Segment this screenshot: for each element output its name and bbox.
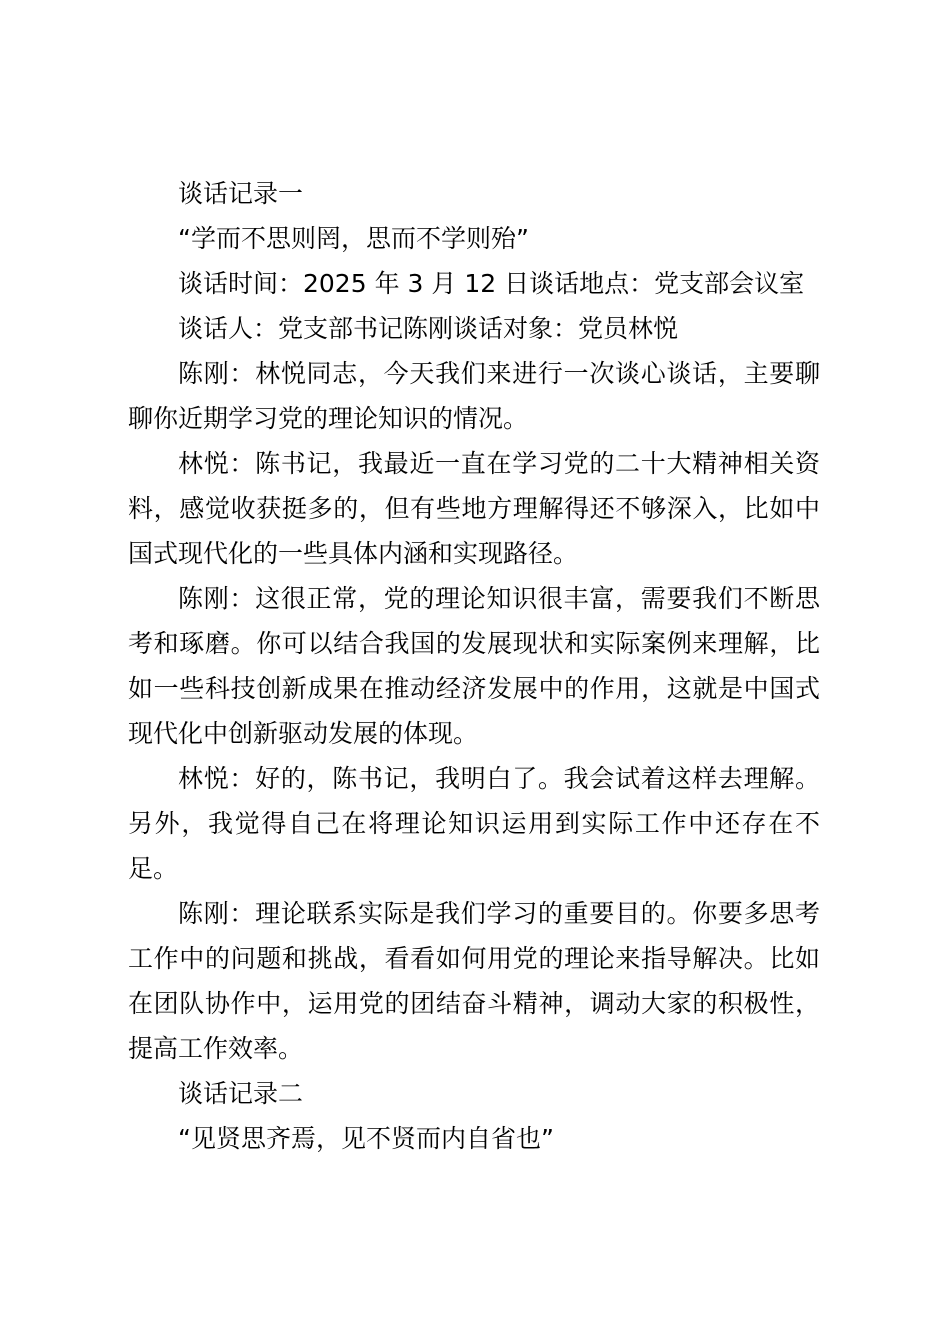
meeting-participants: 谈话人：党支部书记陈刚谈话对象：党员林悦 — [178, 314, 679, 343]
section-heading-1: 谈话记录一 — [178, 179, 304, 208]
dialogue-paragraph-4: 林悦：好的，陈书记，我明白了。我会试着这样去理解。另外，我觉得自己在将理论知识运用到实际工作中还存在不足。 — [128, 764, 820, 883]
dialogue-paragraph-1: 陈刚：林悦同志，今天我们来进行一次谈心谈话，主要聊聊你近期学习党的理论知识的情况。 — [128, 359, 820, 433]
document-body — [128, 171, 820, 1161]
dialogue-paragraph-2: 林悦：陈书记，我最近一直在学习党的二十大精神相关资料，感觉收获挺多的，但有些地方理解得还不够深入，比如中国式现代化的一些具体内涵和实现路径。 — [128, 449, 820, 568]
section-quote-1: “学而不思则罔，思而不学则殆” — [178, 224, 529, 253]
section-quote-2: “见贤思齐焉，见不贤而内自省也” — [178, 1124, 554, 1153]
meeting-time-place: 谈话时间：2025 年 3 月 12 日谈话地点：党支部会议室 — [178, 269, 805, 298]
dialogue-paragraph-3: 陈刚：这很正常，党的理论知识很丰富，需要我们不断思考和琢磨。你可以结合我国的发展现状和实际案例来理解，比如一些科技创新成果在推动经济发展中的作用，这就是中国式现代化中创新驱动发展的体现。 — [128, 584, 820, 748]
section-heading-2: 谈话记录二 — [178, 1079, 304, 1108]
dialogue-paragraph-5: 陈刚：理论联系实际是我们学习的重要目的。你要多思考工作中的问题和挑战，看看如何用党的理论来指导解决。比如在团队协作中，运用党的团结奋斗精神，调动大家的积极性，提高工作效率。 — [128, 899, 820, 1063]
